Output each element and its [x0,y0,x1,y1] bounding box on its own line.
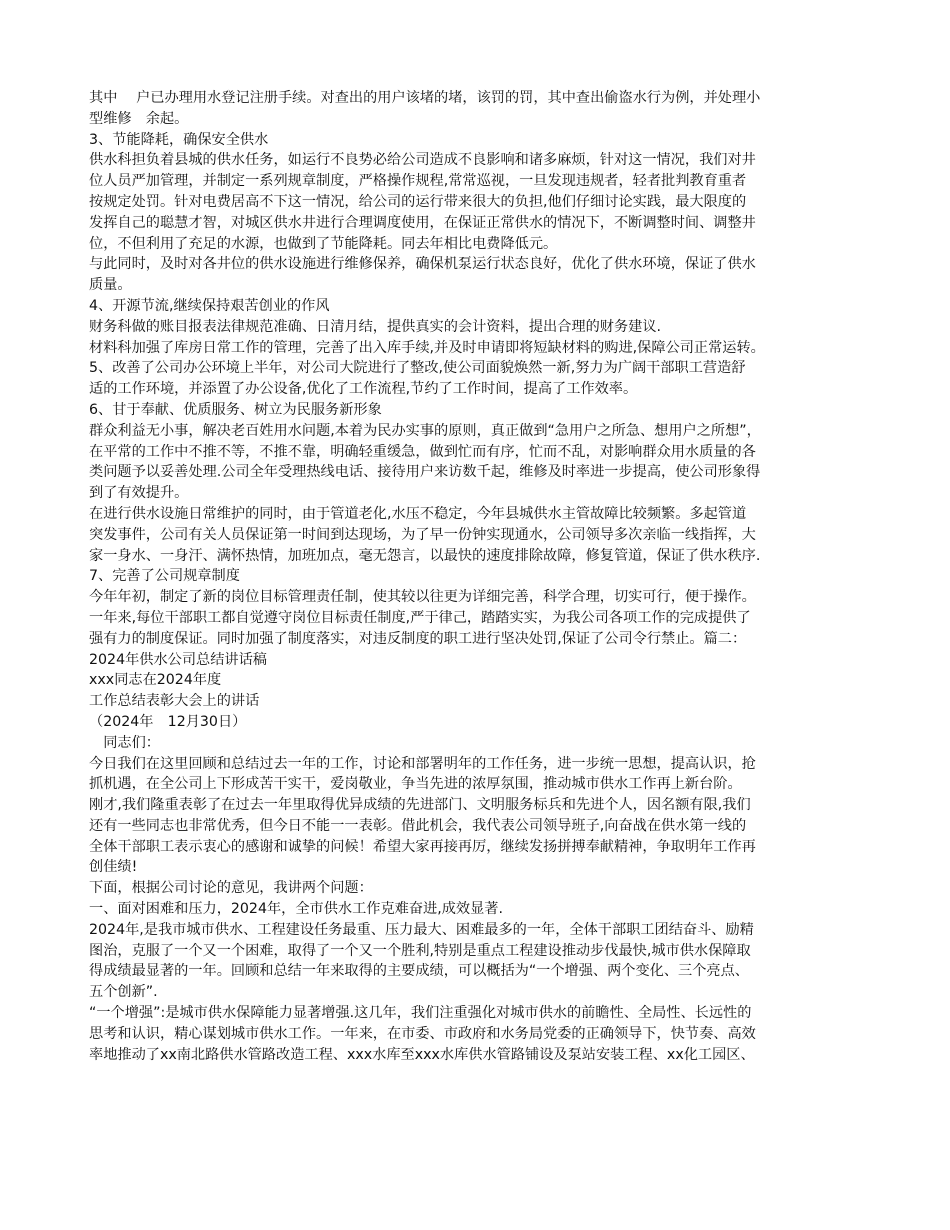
text-line: 位，不但利用了充足的水源，也做到了节能降耗。同去年相比电费降低元。 [89,235,558,252]
text-line: 6、甘于奉献、优质服务、树立为民服务新形象 [89,401,382,418]
text-line: 到了有效提升。 [89,485,189,502]
document-body [89,88,870,1065]
text-line: 其中 户已办理用水登记注册手续。对查出的用户该堵的堵，该罚的罚，其中查出偷盗水行为例，并处理小 [89,90,761,106]
text-line: 供水科担负着县城的供水任务，如运行不良势必给公司造成不良影响和诸多麻烦，针对这一情况，我们对井 [89,152,756,169]
text-line: 得成绩最显著的一年。回顾和总结一年来取得的主要成绩，可以概括为“一个增强、两个变化、三个亮点、 [89,963,749,980]
text-line: （2024年 12月30日） [89,713,247,730]
text-line: 强有力的制度保证。同时加强了制度落实，对违反制度的职工进行坚决处罚,保证了公司令行禁止。篇二： [89,630,747,647]
text-line: 工作总结表彰大会上的讲话 [89,693,260,710]
text-line: 材料科加强了库房日常工作的管理，完善了出入库手续,并及时申请即将短缺材料的购进,保障公司正常运转。 [89,339,765,356]
text-line: 一年来,每位干部职工都自觉遵守岗位目标责任制度,严于律己，踏踏实实，为我公司各项工作的完成提供了 [89,609,751,626]
text-line: 4、开源节流,继续保持艰苦创业的作风 [89,297,330,314]
text-line: 类问题予以妥善处理.公司全年受理热线电话、接待用户来访数千起，维修及时率进一步提高，使公司形象得 [89,464,761,481]
text-line: 思考和认识，精心谋划城市供水工作。一年来，在市委、市政府和水务局党委的正确领导下，快节奏、高效 [89,1025,756,1042]
text-line: xxx同志在2024年度 [89,672,222,689]
text-line: 3、节能降耗，确保安全供水 [89,131,269,148]
text-line: 发挥自己的聪慧才智，对城区供水井进行合理调度使用，在保证正常供水的情况下，不断调整时间、调整井 [89,214,756,231]
text-line: 同志们： [89,734,160,751]
text-line: 家一身水、一身汗、满怀热情，加班加点，毫无怨言，以最快的速度排除故障，修复管道，保证了供水秩序. [89,547,761,564]
text-line: 与此同时，及时对各井位的供水设施进行维修保养，确保机泵运行状态良好，优化了供水环境，保证了供水 [89,256,756,273]
text-line: 质量。 [89,277,132,294]
text-line: 抓机遇，在全公司上下形成苦干实干，爱岗敬业，争当先进的浓厚氛围，推动城市供水工作再上新台阶。 [89,776,742,793]
text-line: 2024年供水公司总结讲话稿 [89,651,267,668]
text-line: 今年年初，制定了新的岗位目标管理责任制，使其较以往更为详细完善，科学合理，切实可行，便于操作。 [89,589,756,606]
text-line: 适的工作环境，并添置了办公设备,优化了工作流程,节约了工作时间，提高了工作效率。 [89,381,638,398]
text-line: 2024年,是我市城市供水、工程建设任务最重、压力最大、困难最多的一年，全体干部职工团结奋斗、励精 [89,921,754,938]
text-line: 群众利益无小事，解决老百姓用水问题,本着为民办实事的原则，真正做到“急用户之所急、想用户之所想”， [89,422,761,439]
text-line: 7、完善了公司规章制度 [89,568,240,585]
text-line: 下面，根据公司讨论的意见，我讲两个问题： [89,880,373,897]
text-line: 刚才,我们隆重表彰了在过去一年里取得优异成绩的先进部门、文明服务标兵和先进个人，因名额有限,我们 [89,797,751,814]
text-line: 在平常的工作中不推不等，不推不靠，明确轻重缓急，做到忙而有序，忙而不乱，对影响群众用水质量的各 [89,443,756,460]
text-line: 图治，克服了一个又一个困难，取得了一个又一个胜利,特别是重点工程建设推动步伐最快,城市供水保障取 [89,942,751,959]
text-line: 创佳绩! [89,859,138,876]
text-line: 突发事件，公司有关人员保证第一时间到达现场，为了早一份钟实现通水，公司领导多次亲临一线指挥，大 [89,526,756,543]
text-line: 在进行供水设施日常维护的同时，由于管道老化,水压不稳定，今年县城供水主管故障比较频繁。多起管道 [89,505,747,522]
text-line: 按规定处罚。针对电费居高不下这一情况，给公司的运行带来很大的负担,他们仔细讨论实践，最大限度的 [89,193,747,210]
text-line: “一个增强”:是城市供水保障能力显著增强.这几年，我们注重强化对城市供水的前瞻性、全局性、长远性的 [89,1005,752,1022]
text-line: 5、改善了公司办公环境上半年，对公司大院进行了整改,使公司面貌焕然一新,努力为广阔干部职工营造舒 [89,360,746,377]
text-line: 还有一些同志也非常优秀，但今日不能一一表彰。借此机会，我代表公司领导班子,向奋战在供水第一线的 [89,817,747,834]
text-line: 五个创新”. [89,984,158,1001]
text-line: 全体干部职工表示衷心的感谢和诚挚的问候！希望大家再接再厉，继续发扬拼搏奉献精神，争取明年工作再 [89,838,756,855]
text-line: 一、面对困难和压力，2024年，全市供水工作克难奋进,成效显著. [89,901,504,918]
text-line: 率地推动了xx南北路供水管路改造工程、xxx水库至xxx水库供水管路铺设及泵站安装工程、xx化工园区、 [89,1046,755,1063]
text-line: 型维修 余起。 [89,110,189,127]
text-line: 财务科做的账目报表法律规范准确、日清月结，提供真实的会计资料，提出合理的财务建议. [89,318,662,335]
text-line: 今日我们在这里回顾和总结过去一年的工作，讨论和部署明年的工作任务，进一步统一思想，提高认识，抢 [89,755,756,772]
text-line: 位人员严加管理，并制定一系列规章制度，严格操作规程,常常巡视，一旦发现违规者，轻者批判教育重者 [89,173,747,190]
